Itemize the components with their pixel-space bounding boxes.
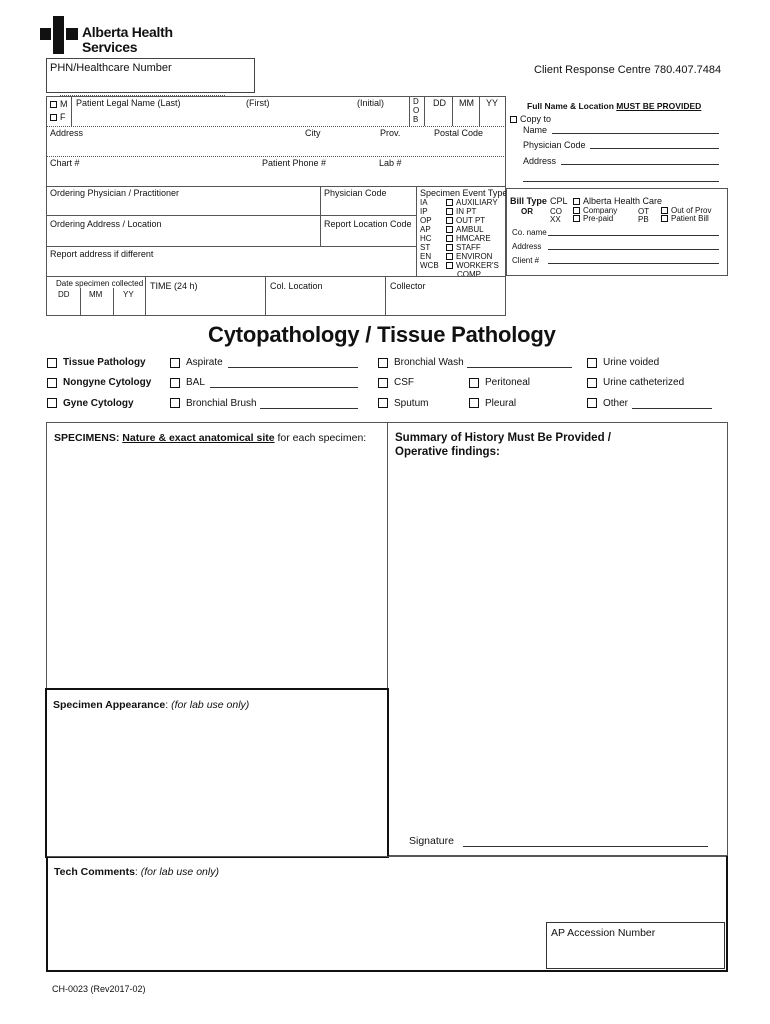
report-location-label: Report Location Code [324,219,412,229]
peritoneal-label: Peritoneal [485,377,531,388]
initial-label: (Initial) [357,98,385,108]
org-name-line1: Alberta Health [82,24,173,40]
must-be-provided: MUST BE PROVIDED [616,101,702,111]
event-option[interactable] [446,207,499,216]
divider [145,276,146,316]
urine-voided-checkbox[interactable] [587,358,597,368]
event-code: WCB [420,261,439,270]
bill-type-label: Bill Type [510,196,547,206]
out-of-prov-label: Out of Prov [671,206,712,215]
specimens-nature: Nature & exact anatomical site [122,432,275,444]
tissue-pathology-label: Tissue Pathology [63,357,146,368]
full-name-note [527,101,701,111]
sex-f-label: F [60,112,66,122]
or-label: OR [521,207,533,216]
checkbox[interactable] [446,235,453,242]
event-option[interactable] [446,243,499,252]
event-options [446,198,499,279]
tech-note: (for lab use only) [140,866,219,878]
checkbox[interactable] [446,199,453,206]
sputum-checkbox[interactable] [378,398,388,408]
copy-to-option[interactable] [510,114,551,124]
collected-mm: MM [89,290,103,299]
sputum-label: Sputum [394,398,429,409]
ahs-cross-icon [40,16,80,54]
signature-label: Signature [409,835,454,847]
dob-label [413,97,419,124]
dob-dd: DD [433,98,446,108]
physician-code-label: Physician Code [324,188,387,198]
address-label: Address [50,128,84,138]
tissue-pathology-checkbox[interactable] [47,358,57,368]
appearance-label: Specimen Appearance [53,699,166,711]
peritoneal-checkbox[interactable] [469,378,479,388]
copy-address-label: Address [523,156,557,166]
prepaid-label: Pre-paid [583,214,614,223]
history-line1: Summary of History Must Be Provided / [395,432,611,444]
event-type-title: Specimen Event Type [420,188,508,198]
bill-address-label: Address [512,242,542,251]
checkbox[interactable] [573,198,580,205]
bronchial-brush-label: Bronchial Brush [186,398,257,409]
time-label: TIME (24 h) [150,281,198,291]
pb-code: PB [638,215,649,224]
option-label: STAFF [456,243,481,252]
row-divider [46,276,506,277]
divider [424,96,425,126]
bill-address-field[interactable] [548,249,719,250]
history-field[interactable] [387,422,728,856]
alberta-health-option[interactable] [573,196,662,206]
sex-f-option[interactable] [50,112,66,122]
signature-field[interactable] [463,846,708,847]
other-field[interactable] [632,408,712,409]
event-option[interactable] [446,252,499,261]
divider [71,96,72,126]
cpl-code: CPL [550,196,568,206]
full-name-prefix: Full Name & Location [527,101,617,111]
checkbox[interactable] [573,215,580,222]
row-divider [46,126,506,127]
specimens-heading [54,432,366,444]
copy-address-field[interactable] [561,164,719,165]
aspirate-checkbox[interactable] [170,358,180,368]
sex-m-label: M [60,99,68,109]
co-code: CO [550,207,562,216]
patient-phone-label: Patient Phone # [262,158,327,168]
top-dotted [60,95,225,96]
tech-right-edge [726,856,728,972]
chart-label: Chart # [50,158,80,168]
form-id: CH-0023 (Rev2017-02) [52,984,146,994]
divider [80,288,81,316]
specimen-appearance-heading: Specimen Appearance: (for lab use only) [53,699,250,711]
aspirate-field[interactable] [228,367,358,368]
col-location-label: Col. Location [270,281,323,291]
specimen-appearance-box [45,688,389,858]
collected-yy: YY [123,290,134,299]
org-name-line2: Services [82,39,138,55]
checkbox[interactable] [446,208,453,215]
option-label: AUXILIARY [456,198,498,207]
ap-accession-label: AP Accession Number [551,927,656,939]
client-number-label: Client # [512,256,540,265]
prov-label: Prov. [380,128,401,138]
option-label-comp: COMP [457,270,481,279]
checkbox[interactable] [446,253,453,260]
xx-code: XX [550,215,561,224]
checkbox[interactable] [661,215,668,222]
aspirate-label: Aspirate [186,357,223,368]
event-option[interactable] [446,225,499,234]
report-address-label: Report address if different [50,249,154,259]
prepaid-option[interactable] [573,214,613,223]
checkbox[interactable] [50,114,57,121]
row-divider [46,215,416,216]
event-code: ST [420,243,431,252]
first-name-label: (First) [246,98,270,108]
checkbox[interactable] [446,217,453,224]
checkbox[interactable] [446,262,453,269]
event-code: IA [420,198,428,207]
event-code: AP [420,225,431,234]
divider [409,96,410,126]
ordering-physician-label: Ordering Physician / Practitioner [50,188,180,198]
option-label: IN PT [456,207,477,216]
checkbox[interactable] [446,226,453,233]
nongyne-cytology-checkbox[interactable] [47,378,57,388]
bronchial-wash-label: Bronchial Wash [394,357,464,368]
gyne-cytology-label: Gyne Cytology [63,398,134,409]
legal-name-label: Patient Legal Name (Last) [76,98,181,108]
divider [479,96,480,126]
ot-code: OT [638,207,650,216]
lab-number-label: Lab # [379,158,402,168]
specimens-rest: for each specimen: [274,432,367,444]
option-label: AMBUL [456,225,484,234]
bal-field[interactable] [210,387,358,388]
other-checkbox[interactable] [587,398,597,408]
divider [113,288,114,316]
specimens-field[interactable] [46,422,388,690]
event-option[interactable] [446,198,499,207]
client-number-field[interactable] [548,263,719,264]
specimens-label: SPECIMENS: [54,432,120,444]
bronchial-brush-field[interactable] [260,408,358,409]
copy-name-field[interactable] [552,133,719,134]
event-option[interactable] [446,216,499,225]
sex-m-option[interactable] [50,99,68,109]
copy-address-field-2[interactable] [523,181,719,182]
bronchial-brush-checkbox[interactable] [170,398,180,408]
tech-label: Tech Comments [54,866,135,878]
copy-physician-code-label: Physician Code [523,140,586,150]
urine-catheterized-checkbox[interactable] [587,378,597,388]
date-collected-label: Date specimen collected [56,279,144,288]
checkbox[interactable] [50,101,57,108]
bal-label: BAL [186,377,205,388]
option-label: HMCARE [456,234,491,243]
co-name-label: Co. name [512,228,547,237]
dob-yy: YY [486,98,499,108]
company-label: Company [583,206,618,215]
bronchial-wash-checkbox[interactable] [378,358,388,368]
option-label: ENVIRON [456,252,493,261]
csf-checkbox[interactable] [378,378,388,388]
row-divider [46,156,506,157]
divider [320,186,321,246]
event-code: IP [420,207,428,216]
bronchial-wash-field[interactable] [467,367,572,368]
gyne-cytology-checkbox[interactable] [47,398,57,408]
postal-code-label: Postal Code [434,128,484,138]
divider [265,276,266,316]
dob-b: B [413,115,419,124]
event-option[interactable] [446,261,499,270]
row-divider [46,246,416,247]
form-title: Cytopathology / Tissue Pathology [208,322,556,347]
appearance-note: (for lab use only) [171,699,250,711]
dob-d: D [413,97,419,106]
event-code: HC [420,234,432,243]
option-label: OUT PT [456,216,486,225]
divider [452,96,453,126]
csf-label: CSF [394,377,414,388]
city-label: City [305,128,321,138]
ordering-address-label: Ordering Address / Location [50,219,162,229]
other-label: Other [603,398,629,409]
copy-to-label: Copy to [520,114,552,124]
checkbox[interactable] [446,244,453,251]
collected-dd: DD [58,290,70,299]
patient-bill-option[interactable] [661,214,709,223]
divider [416,186,417,276]
pleural-checkbox[interactable] [469,398,479,408]
urine-catheterized-label: Urine catheterized [603,377,685,388]
alberta-label: Alberta Health Care [583,196,663,206]
dob-mm: MM [459,98,474,108]
dob-o: O [413,106,420,115]
copy-physician-code-field[interactable] [590,148,719,149]
tech-comments-heading: Tech Comments: (for lab use only) [54,866,219,878]
event-code: OP [420,216,432,225]
pleural-label: Pleural [485,398,517,409]
urine-voided-label: Urine voided [603,357,660,368]
bal-checkbox[interactable] [170,378,180,388]
option-label: WORKER'S [456,261,499,270]
divider [385,276,386,316]
history-line2: Operative findings: [395,446,500,458]
row-divider [46,186,506,187]
phn-label: PHN/Healthcare Number [50,62,172,74]
nongyne-cytology-label: Nongyne Cytology [63,377,152,388]
event-codes [420,198,439,270]
collector-label: Collector [390,281,426,291]
co-name-field[interactable] [548,235,719,236]
event-option[interactable] [446,234,499,243]
event-code: EN [420,252,432,261]
copy-name-label: Name [523,125,548,135]
client-response-centre: Client Response Centre 780.407.7484 [534,64,722,76]
patient-bill-label: Patient Bill [671,214,709,223]
checkbox[interactable] [510,116,517,123]
